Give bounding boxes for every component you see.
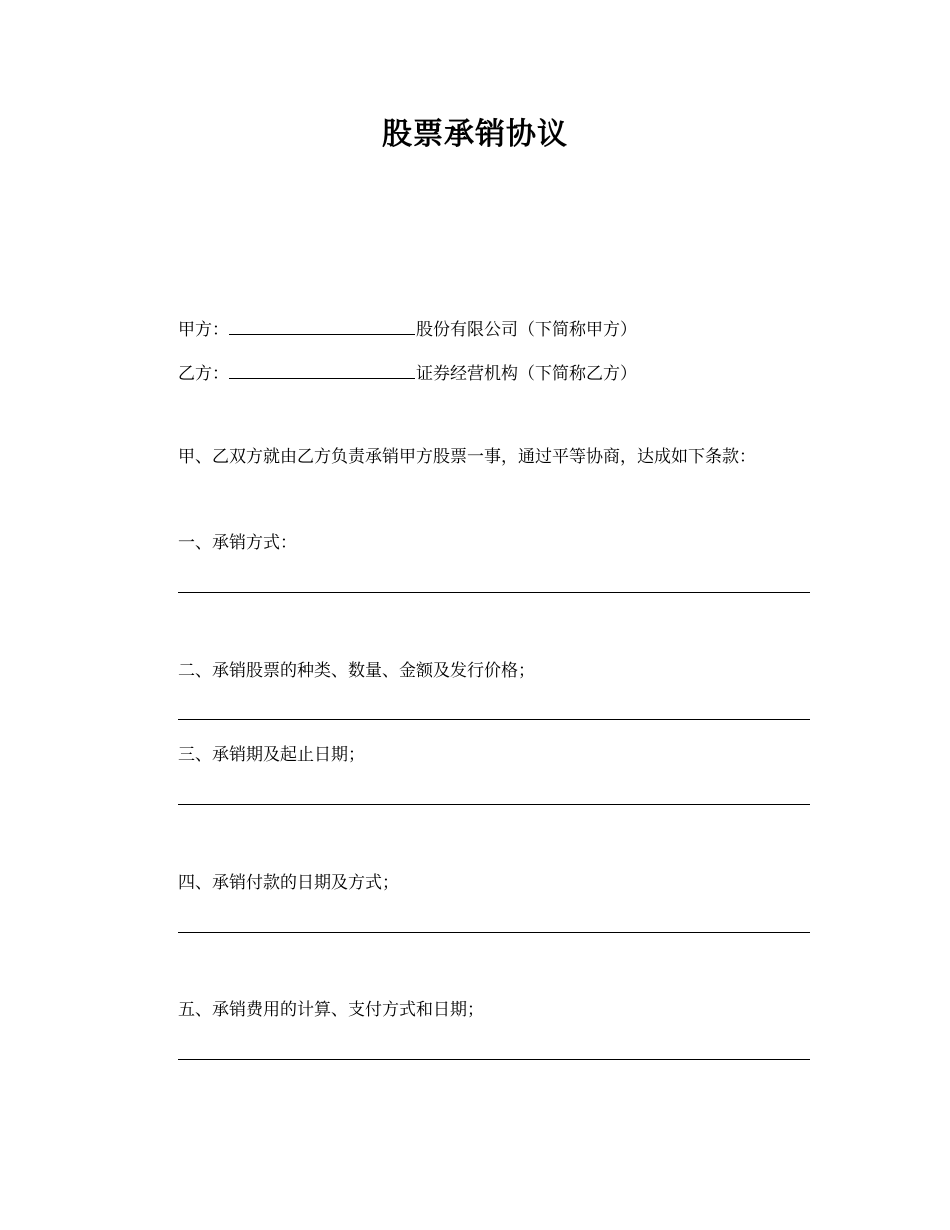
party-a-line [178, 317, 637, 342]
party-b-label: 乙方： [178, 364, 229, 384]
clause-1-answer-line [178, 592, 810, 593]
clause-1: 一、承销方式： [178, 533, 297, 553]
party-b-line [178, 361, 637, 386]
party-b-suffix: 证券经营机构（下简称乙方） [416, 364, 637, 384]
clause-3: 三、承销期及起止日期； [178, 745, 365, 765]
party-a-label: 甲方： [178, 320, 229, 340]
party-a-name-blank [229, 317, 415, 335]
clause-5-answer-line [178, 1059, 810, 1060]
clause-5: 五、承销费用的计算、支付方式和日期； [178, 1000, 484, 1020]
clause-4: 四、承销付款的日期及方式； [178, 873, 399, 893]
document-title: 股票承销协议 [382, 117, 568, 152]
party-a-suffix: 股份有限公司（下简称甲方） [416, 320, 637, 340]
party-b-name-blank [229, 361, 415, 379]
clause-2-answer-line [178, 719, 810, 720]
preamble: 甲、乙双方就由乙方负责承销甲方股票一事，通过平等协商，达成如下条款： [178, 447, 756, 467]
clause-4-answer-line [178, 932, 810, 933]
clause-3-answer-line [178, 804, 810, 805]
clause-2: 二、承销股票的种类、数量、金额及发行价格； [178, 661, 535, 681]
